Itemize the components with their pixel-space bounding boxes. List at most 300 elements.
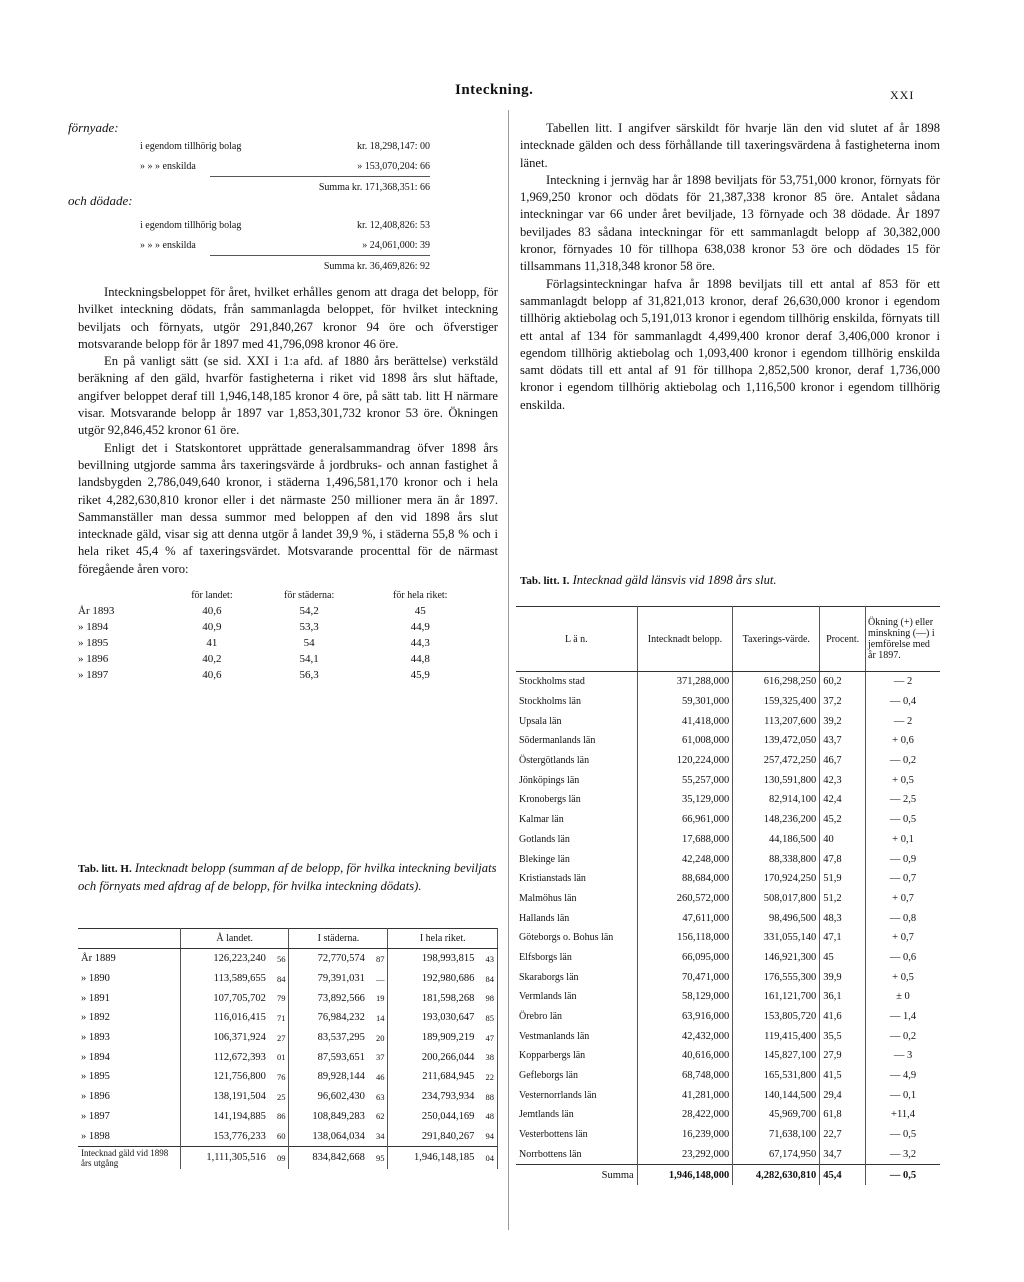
- table-row: [78, 1126, 498, 1146]
- tab-h-kronor: 192,980,686: [421, 973, 475, 985]
- tab-i-header: Intecknadt belopp.: [637, 607, 733, 672]
- tax-value: 67,174,950: [733, 1145, 820, 1165]
- percent-value: 41: [206, 637, 218, 650]
- county-name: Malmöhus län: [516, 889, 637, 909]
- tax-value: 161,121,700: [733, 987, 820, 1007]
- percent: 51,2: [820, 889, 866, 909]
- tab-h-kronor: 79,391,031: [317, 973, 365, 985]
- tab-h-ore: 98: [477, 988, 497, 1008]
- change: + 0,5: [892, 774, 914, 786]
- percent: 45,2: [820, 810, 866, 830]
- county-name: Vesterbottens län: [516, 1125, 637, 1145]
- percent: 42,4: [820, 790, 866, 810]
- tab-h-ore: 76: [269, 1067, 289, 1087]
- tab-h-ore: 95: [368, 1146, 388, 1169]
- tax-value: 44,186,500: [733, 830, 820, 850]
- county-name: Jönköpings län: [516, 770, 637, 790]
- mortgage-amount: 58,129,000: [637, 987, 733, 1007]
- tab-h-title: Intecknadt belopp (summan af de belopp, för hvilka inteckning beviljats och förnyats med afdrag af de belopp, för hvilka inteckning dödats).: [78, 861, 497, 893]
- column-divider: [508, 110, 509, 1230]
- mortgage-amount: 42,432,000: [637, 1026, 733, 1046]
- tab-h-kronor: 211,684,945: [422, 1071, 475, 1083]
- dodade-total: Summa kr. 36,469,826: 92: [210, 255, 430, 276]
- summary-row: [140, 136, 430, 156]
- percent: 45,4: [820, 1165, 866, 1185]
- percent-value: 54,2: [299, 605, 319, 618]
- tab-h-ore: 48: [477, 1107, 497, 1127]
- change: — 0,2: [889, 1030, 917, 1042]
- table-row: [516, 731, 940, 751]
- tab-h-kronor: 200,266,044: [421, 1051, 475, 1063]
- county-name: Kalmar län: [516, 810, 637, 830]
- percent-header: för städerna:: [284, 590, 335, 602]
- change: — 0,5: [889, 1129, 917, 1141]
- percent-row: [78, 619, 478, 635]
- tab-h-ore: 38: [477, 1047, 497, 1067]
- county-name: Vermlands län: [516, 987, 637, 1007]
- percent: 51,9: [820, 869, 866, 889]
- table-row: [516, 810, 940, 830]
- tax-value: 165,531,800: [733, 1066, 820, 1086]
- summary-row-label: » » » enskilda: [140, 160, 196, 172]
- table-row: [78, 949, 498, 969]
- tax-value: 176,555,300: [733, 967, 820, 987]
- tab-h-year: År 1889: [78, 949, 181, 969]
- mortgage-amount: 68,748,000: [637, 1066, 733, 1086]
- county-name: Summa: [516, 1165, 637, 1185]
- change: — 0,2: [889, 755, 917, 767]
- table-row: [78, 1008, 498, 1028]
- table-row: [78, 1028, 498, 1048]
- fornyade-block: [140, 136, 430, 197]
- summary-row: [140, 156, 430, 176]
- tab-h-table: [78, 928, 498, 1169]
- tax-value: 159,325,400: [733, 692, 820, 712]
- mortgage-amount: 59,301,000: [637, 692, 733, 712]
- percent-value: 45,9: [410, 669, 430, 682]
- tax-value: 331,055,140: [733, 928, 820, 948]
- tax-value: 45,969,700: [733, 1105, 820, 1125]
- mortgage-amount: 88,684,000: [637, 869, 733, 889]
- percent-row: [78, 603, 478, 619]
- tab-i-caption: [520, 572, 940, 590]
- county-name: Upsala län: [516, 711, 637, 731]
- county-name: Gotlands län: [516, 830, 637, 850]
- mortgage-amount: 63,916,000: [637, 1007, 733, 1027]
- table-row: [516, 928, 940, 948]
- tab-h-year: » 1891: [78, 988, 181, 1008]
- percent-value: 44,8: [410, 653, 430, 666]
- tab-h-year: » 1898: [78, 1126, 181, 1146]
- paragraph: Förlagsinteckningar hafva år 1898 beviljats till ett antal af 853 för ett sammanlagdt belopp af 31,821,013 kronor, deraf 26,630,000 kronor i egendom tillhörig aktiebolag och 5,191,013 kronor i egendom tillhörig enskilda, förnyats till ett antal af 134 för sammanlagdt 4,499,400 kronor deraf 3,406,000 kronor i egendom tillhörig aktiebolag och 1,093,400 kronor i egendom tillhörig enskilda samt dödats till ett antal af 91 för tillhopa 2,852,500 kronor, deraf 1,736,000 kronor i egendom tillhörig aktiebolag och 1,116,500 kronor i egendom tillhörig enskilda.: [520, 276, 940, 412]
- table-row: [516, 770, 940, 790]
- summary-row: [140, 235, 430, 255]
- table-row: [516, 751, 940, 771]
- table-row: [516, 967, 940, 987]
- tab-h-ore: 46: [368, 1067, 388, 1087]
- tab-h-ore: 19: [368, 988, 388, 1008]
- county-name: Kronobergs län: [516, 790, 637, 810]
- percent-row: [78, 635, 478, 651]
- mortgage-amount: 41,281,000: [637, 1085, 733, 1105]
- tab-h-year: » 1895: [78, 1067, 181, 1087]
- tab-h-kronor: 83,537,295: [317, 1032, 365, 1044]
- tax-value: 88,338,800: [733, 849, 820, 869]
- percent-value: 40,6: [202, 605, 222, 618]
- summary-row-value: kr. 12,408,826: 53: [356, 219, 430, 231]
- tab-i-footer-row: [516, 1165, 940, 1185]
- tax-value: 82,914,100: [733, 790, 820, 810]
- tab-h-ore: 37: [368, 1047, 388, 1067]
- percent-value: 40,9: [202, 621, 222, 634]
- tax-value: 616,298,250: [733, 672, 820, 692]
- tax-value: 148,236,200: [733, 810, 820, 830]
- tab-h-kronor: 96,602,430: [317, 1091, 365, 1103]
- mortgage-amount: 1,946,148,000: [637, 1165, 733, 1185]
- percent: 22,7: [820, 1125, 866, 1145]
- county-name: Gefleborgs län: [516, 1066, 637, 1086]
- county-name: Hallands län: [516, 908, 637, 928]
- county-name: Kopparbergs län: [516, 1046, 637, 1066]
- dodade-label: och dödade:: [68, 193, 133, 208]
- tax-value: 71,638,100: [733, 1125, 820, 1145]
- table-row: [516, 948, 940, 968]
- county-name: Blekinge län: [516, 849, 637, 869]
- mortgage-amount: 55,257,000: [637, 770, 733, 790]
- tab-h-ore: —: [368, 969, 388, 989]
- tab-h-ore: 09: [269, 1146, 289, 1169]
- tab-h-kronor: 89,928,144: [317, 1071, 365, 1083]
- paragraph: Enligt det i Statskontoret upprättade generalsammandrag öfver 1898 års bevillning utgjorde samma års taxeringsvärde å jordbruks- och annan fastighet å landsbygden 2,786,049,640 kronor, i städerna 1,496,581,170 kronor och i hela riket 4,282,630,810 kronor eller i det närmaste 250 millioner mera än år 1897. Sammanställer man dessa summor med beloppen af den vid 1898 års slut intecknade gäld, visar sig att denna utgör å landet 39,9 %, i städerna 55,8 % och i hela riket 45,4 % af taxeringsvärdet. Motsvarande procenttal för de närmast föregående åren voro:: [78, 440, 498, 576]
- mortgage-amount: 35,129,000: [637, 790, 733, 810]
- county-name: Södermanlands län: [516, 731, 637, 751]
- dodade-block: [140, 215, 430, 276]
- summary-row-label: » » » enskilda: [140, 239, 196, 251]
- percent-value: 40,6: [202, 669, 222, 682]
- tab-h-ore: 88: [477, 1087, 497, 1107]
- change: — 0,8: [889, 912, 917, 924]
- table-row: [516, 1007, 940, 1027]
- change: + 0,1: [892, 833, 914, 845]
- tax-value: 119,415,400: [733, 1026, 820, 1046]
- percent: 41,5: [820, 1066, 866, 1086]
- tab-i-header: Procent.: [820, 607, 866, 672]
- table-row: [516, 672, 940, 692]
- change: — 0,6: [889, 951, 917, 963]
- tab-h-kronor: 141,194,885: [213, 1110, 266, 1122]
- percent: 46,7: [820, 751, 866, 771]
- tab-h-ore: 71: [269, 1008, 289, 1028]
- percent: 35,5: [820, 1026, 866, 1046]
- change: — 0,7: [889, 873, 917, 885]
- fornyade-label: förnyade:: [68, 120, 119, 135]
- county-name: Örebro län: [516, 1007, 637, 1027]
- mortgage-amount: 260,572,000: [637, 889, 733, 909]
- tab-h-ore: 63: [368, 1087, 388, 1107]
- table-row: [78, 1067, 498, 1087]
- paragraph: Inteckningsbeloppet för året, hvilket erhålles genom att draga det belopp, för hvilket inteckning dödats, från sammanlagda beloppet, för hvilket inteckning beviljats och förnyats, utgör 291,840,267 kronor 94 öre och öfverstiger motsvarande belopp för år 1897 med 41,796,098 kronor 46 öre.: [78, 285, 498, 351]
- tab-h-kronor: 112,672,393: [213, 1051, 266, 1063]
- mortgage-amount: 47,611,000: [637, 908, 733, 928]
- fornyade-total: Summa kr. 171,368,351: 66: [210, 176, 430, 197]
- change: — 3,2: [889, 1148, 917, 1160]
- mortgage-amount: 16,239,000: [637, 1125, 733, 1145]
- table-row: [516, 849, 940, 869]
- mortgage-amount: 70,471,000: [637, 967, 733, 987]
- percent-value: 54: [303, 637, 315, 650]
- percent: 42,3: [820, 770, 866, 790]
- paragraph: Tabellen litt. I angifver särskildt för hvarje län den vid slutet af år 1898 intecknade gälden och dess förhållande till taxeringsvärdena å fastigheterna inom länet.: [520, 121, 940, 170]
- table-row: [516, 889, 940, 909]
- summary-row-label: i egendom tillhörig bolag: [140, 140, 242, 152]
- change: + 0,7: [892, 932, 914, 944]
- table-row: [516, 1105, 940, 1125]
- tax-value: 139,472,050: [733, 731, 820, 751]
- county-name: Östergötlands län: [516, 751, 637, 771]
- tab-h-kronor: 138,191,504: [213, 1091, 266, 1103]
- tab-h-kronor: 107,705,702: [213, 992, 266, 1004]
- mortgage-amount: 42,248,000: [637, 849, 733, 869]
- percent-year: » 1896: [78, 653, 109, 666]
- percent: 45: [820, 948, 866, 968]
- percent: 60,2: [820, 672, 866, 692]
- percent-header-blank: [78, 588, 168, 603]
- tax-value: 98,496,500: [733, 908, 820, 928]
- tab-h-ore: 56: [269, 949, 289, 969]
- percent-header: för landet:: [191, 590, 233, 602]
- table-row: [516, 908, 940, 928]
- tab-h-kronor: 126,223,240: [213, 953, 266, 965]
- tab-h-header: [78, 929, 181, 949]
- tax-value: 153,805,720: [733, 1007, 820, 1027]
- right-column: [520, 120, 940, 414]
- tab-h-ore: 01: [269, 1047, 289, 1067]
- left-column: [68, 120, 498, 683]
- change: — 2,5: [889, 794, 917, 806]
- percent-value: 40,2: [202, 653, 222, 666]
- tab-h-kronor: 73,892,566: [317, 992, 365, 1004]
- tab-h-ore: 04: [477, 1146, 497, 1169]
- table-row: [516, 1046, 940, 1066]
- tab-h-year: » 1892: [78, 1008, 181, 1028]
- table-row: [516, 987, 940, 1007]
- table-row: [516, 1066, 940, 1086]
- percent: 47,1: [820, 928, 866, 948]
- percent: 48,3: [820, 908, 866, 928]
- tab-h-kronor: 189,909,219: [421, 1032, 475, 1044]
- tax-value: 257,472,250: [733, 751, 820, 771]
- percent-year: År 1893: [78, 605, 115, 618]
- change: — 1,4: [889, 1011, 917, 1023]
- change: + 0,7: [892, 892, 914, 904]
- tab-h-ore: 14: [368, 1008, 388, 1028]
- percent: 39,9: [820, 967, 866, 987]
- tab-h-kronor: 106,371,924: [213, 1032, 266, 1044]
- tab-h-kronor: 72,770,574: [317, 953, 365, 965]
- tax-value: 145,827,100: [733, 1046, 820, 1066]
- percent-year: » 1897: [78, 669, 109, 682]
- tab-h-year: » 1896: [78, 1087, 181, 1107]
- county-name: Vesternorrlands län: [516, 1085, 637, 1105]
- percent: 39,2: [820, 711, 866, 731]
- summary-row-value: kr. 18,298,147: 00: [356, 140, 430, 152]
- tab-h-ore: 86: [269, 1107, 289, 1127]
- tax-value: 170,924,250: [733, 869, 820, 889]
- tab-h-ore: 85: [477, 1008, 497, 1028]
- county-name: Göteborgs o. Bohus län: [516, 928, 637, 948]
- tab-h-label: Tab. litt. H.: [78, 863, 132, 875]
- table-row: [78, 1047, 498, 1067]
- percent: 29,4: [820, 1085, 866, 1105]
- tab-h-ore: 87: [368, 949, 388, 969]
- change: — 0,9: [889, 853, 917, 865]
- tax-value: 130,591,800: [733, 770, 820, 790]
- county-name: Skaraborgs län: [516, 967, 637, 987]
- tab-h-kronor: 234,793,934: [421, 1091, 475, 1103]
- change: — 0,4: [889, 696, 917, 708]
- percent-value: 45: [414, 605, 426, 618]
- tab-h-kronor: 181,598,268: [421, 992, 475, 1004]
- left-text: [78, 284, 498, 578]
- county-name: Vestmanlands län: [516, 1026, 637, 1046]
- percent-year: » 1895: [78, 637, 109, 650]
- table-row: [516, 1085, 940, 1105]
- change: — 2: [893, 676, 913, 688]
- tab-h-kronor: 138,064,034: [312, 1130, 365, 1142]
- tab-h-kronor: 834,842,668: [289, 1146, 368, 1169]
- table-row: [78, 1107, 498, 1127]
- change: — 4,9: [889, 1070, 917, 1082]
- tax-value: 146,921,300: [733, 948, 820, 968]
- tab-h-kronor: 198,993,815: [421, 953, 475, 965]
- table-row: [516, 692, 940, 712]
- table-row: [516, 1026, 940, 1046]
- percent: 41,6: [820, 1007, 866, 1027]
- tab-h-ore: 94: [477, 1126, 497, 1146]
- tab-h-kronor: 121,756,800: [213, 1071, 266, 1083]
- percent-value: 44,9: [410, 621, 430, 634]
- tab-h-ore: 20: [368, 1028, 388, 1048]
- percent: 37,2: [820, 692, 866, 712]
- tab-i-header: Ökning (+) eller minskning (—) i jemförelse med år 1897.: [866, 607, 941, 672]
- change: — 3: [893, 1050, 913, 1062]
- table-row: [516, 869, 940, 889]
- mortgage-amount: 23,292,000: [637, 1145, 733, 1165]
- tab-h-ore: 84: [477, 969, 497, 989]
- tab-i-header: Taxerings-värde.: [733, 607, 820, 672]
- tax-value: 508,017,800: [733, 889, 820, 909]
- tab-h-kronor: 153,776,233: [213, 1130, 266, 1142]
- tab-h-ore: 62: [368, 1107, 388, 1127]
- tab-h-caption: [78, 860, 498, 895]
- tab-h-ore: 27: [269, 1028, 289, 1048]
- table-row: [516, 1145, 940, 1165]
- percent-row: [78, 667, 478, 683]
- percent-value: 53,3: [299, 621, 319, 634]
- tab-h-kronor: 108,849,283: [312, 1110, 365, 1122]
- table-row: [516, 1125, 940, 1145]
- tab-i-label: Tab. litt. I.: [520, 575, 570, 587]
- mortgage-amount: 66,095,000: [637, 948, 733, 968]
- mortgage-amount: 120,224,000: [637, 751, 733, 771]
- tab-h-year: Intecknad gäld vid 1898 års utgång: [78, 1146, 181, 1169]
- percent-header: för hela riket:: [393, 590, 448, 602]
- tab-h-ore: 43: [477, 949, 497, 969]
- tab-h-kronor: 87,593,651: [317, 1051, 365, 1063]
- tab-h-kronor: 193,030,647: [421, 1012, 475, 1024]
- table-row: [516, 711, 940, 731]
- tax-value: 140,144,500: [733, 1085, 820, 1105]
- change: +11,4: [891, 1109, 915, 1121]
- percent: 40: [820, 830, 866, 850]
- tab-h-year: » 1890: [78, 969, 181, 989]
- tab-h-header: I hela riket.: [388, 929, 498, 949]
- tab-h-ore: 22: [477, 1067, 497, 1087]
- change: + 0,5: [892, 971, 914, 983]
- percent-value: 44,3: [410, 637, 430, 650]
- mortgage-amount: 41,418,000: [637, 711, 733, 731]
- county-name: Elfsborgs län: [516, 948, 637, 968]
- change: + 0,6: [892, 735, 914, 747]
- tab-h-ore: 60: [269, 1126, 289, 1146]
- percent-value: 56,3: [299, 669, 319, 682]
- summary-row: [140, 215, 430, 235]
- change: — 0,1: [889, 1089, 917, 1101]
- county-name: Stockholms stad: [516, 672, 637, 692]
- table-row: [516, 830, 940, 850]
- percent: 36,1: [820, 987, 866, 1007]
- tab-i-table: [516, 606, 940, 1185]
- paragraph: En på vanligt sätt (se sid. XXI i 1:a afd. af 1880 års berättelse) verkstäld beräkning af den gäld, hvarför fastigheterna i riket vid 1898 års slut häftade, angifver beloppet deraf till 1,946,148,185 kronor 4 öre, på sätt tab. litt H närmare visar. Motsvarande belopp år 1897 var 1,853,301,732 kronor 53 öre. Ökningen utgör 92,846,452 kronor 61 öre.: [78, 354, 498, 438]
- percent-table: [78, 588, 478, 683]
- tab-h-kronor: 250,044,169: [421, 1110, 475, 1122]
- mortgage-amount: 66,961,000: [637, 810, 733, 830]
- tab-h-ore: 79: [269, 988, 289, 1008]
- percent: 47,8: [820, 849, 866, 869]
- tab-h-ore: 34: [368, 1126, 388, 1146]
- change: — 0,5: [866, 1165, 941, 1185]
- summary-row-value: » 24,061,000: 39: [362, 239, 430, 251]
- percent: 34,7: [820, 1145, 866, 1165]
- tax-value: 4,282,630,810: [733, 1165, 820, 1185]
- tab-h-header: I städerna.: [289, 929, 388, 949]
- tab-h-kronor: 1,111,305,516: [181, 1146, 269, 1169]
- county-name: Norrbottens län: [516, 1145, 637, 1165]
- tab-h-kronor: 1,946,148,185: [388, 1146, 477, 1169]
- tab-h-ore: 84: [269, 969, 289, 989]
- mortgage-amount: 40,616,000: [637, 1046, 733, 1066]
- change: — 0,5: [889, 814, 917, 826]
- tab-i-title: Intecknad gäld länsvis vid 1898 års slut.: [572, 573, 777, 587]
- tab-h-header: Å landet.: [181, 929, 289, 949]
- page-header-title: Inteckning.: [455, 82, 534, 98]
- tab-h-year: » 1893: [78, 1028, 181, 1048]
- summary-row-value: » 153,070,204: 66: [357, 160, 430, 172]
- mortgage-amount: 61,008,000: [637, 731, 733, 751]
- tab-h-kronor: 291,840,267: [421, 1130, 475, 1142]
- table-row: [78, 969, 498, 989]
- percent: 43,7: [820, 731, 866, 751]
- mortgage-amount: 156,118,000: [637, 928, 733, 948]
- percent-year: » 1894: [78, 621, 109, 634]
- change: — 2: [893, 715, 913, 727]
- tab-h-footer-row: [78, 1146, 498, 1169]
- table-row: [78, 988, 498, 1008]
- table-row: [516, 790, 940, 810]
- percent-row: [78, 651, 478, 667]
- county-name: Jemtlands län: [516, 1105, 637, 1125]
- tab-h-kronor: 116,016,415: [213, 1012, 266, 1024]
